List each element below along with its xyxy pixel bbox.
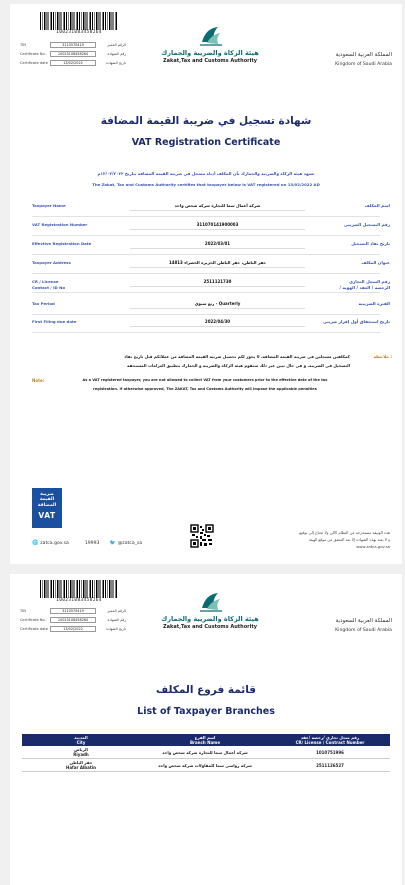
- certificate-date-label-en: Certificate date: [20, 60, 48, 65]
- authority-name-ar: هيئة الزكاة والضريبة والجمارك: [161, 615, 259, 623]
- row-label-ar: اسم المكلف: [364, 203, 390, 208]
- disclaimer-url[interactable]: www.zatca.gov.sa: [356, 544, 390, 549]
- branch-city: الرياض Riyadh: [22, 746, 140, 759]
- row-label-ar: تاريخ نفاذ التسجيل: [351, 241, 390, 246]
- certificate-no-label-ar: رقم الشهادة: [107, 617, 126, 622]
- row-label-en: Taxpayer Name: [32, 203, 66, 208]
- zatca-logo-icon: [198, 590, 224, 614]
- row-label-en: First Filing due date: [32, 319, 77, 324]
- row-label-ar: رقم السجل التجاري / الرخصة / العقد / الهوية: [339, 279, 390, 290]
- row-label-en: Tax Period: [32, 301, 55, 306]
- branch-cr: 1010751996: [270, 746, 390, 759]
- table-header-row: [22, 734, 390, 746]
- footer-phone: 19993: [84, 540, 100, 546]
- row-label-en: VAT Registration Number: [32, 222, 88, 227]
- note-text-ar-2: التسجيل في الضريبة. و في حال تبين غير ذلك ستقوم هيئة الزكاة والضريبة و الجمارك بتطبيق الغرامات المستحقة: [127, 363, 350, 368]
- tin-label-en: TIN: [20, 42, 26, 47]
- header-fields: [20, 40, 126, 67]
- row-value: ربع سنوي - Quarterly: [130, 298, 305, 309]
- row-value: حفر الباطن، حفر الباطن الجزيرة الخضراء 14813: [130, 257, 305, 268]
- globe-icon: 🌐: [32, 540, 39, 546]
- footer-website[interactable]: zatca.gov.sa: [40, 540, 69, 546]
- kingdom-name-ar: المملكة العربية السعودية: [335, 52, 392, 58]
- certificate-date-value: 13/02/2022: [50, 626, 96, 632]
- vat-logo-en: VAT: [38, 511, 56, 521]
- footer-contact: [32, 540, 142, 546]
- tin-value: 3110570419: [50, 608, 96, 614]
- branches-title-ar: قائمة فروع المكلف: [155, 684, 257, 696]
- branch-name: شركة رواسي سما للمقاولات شركة شخص واحد: [140, 759, 270, 772]
- row-value: 311070141900003: [130, 219, 305, 230]
- tin-label-ar: الرقم المميز: [107, 608, 126, 613]
- kingdom-name-ar: المملكة العربية السعودية: [335, 618, 392, 624]
- vat-logo-ar: ضريبة القيمة المضافة: [37, 492, 57, 508]
- row-value: 2022/04/30: [130, 316, 305, 327]
- zatca-logo-icon: [198, 24, 224, 48]
- twitter-icon: 🐦: [109, 540, 116, 546]
- certificate-title-ar: شهادة تسجيل في ضريبة القيمة المضافة: [100, 115, 312, 127]
- row-separator: [32, 254, 380, 255]
- branches-table: [22, 734, 390, 772]
- certificate-date-label-ar: تاريخ الشهادة: [106, 626, 126, 631]
- tin-label-en: TIN: [20, 608, 26, 613]
- certificate-date-value: 13/02/2022: [50, 60, 96, 66]
- certificate-intro-en: The Zakat, Tax and Customs Authority certifies that taxpayer below is VAT registered on 13/02/2022 AD: [92, 182, 320, 187]
- note-text-en-2: registration. If otherwise approved, The ZAKAT, Tax and Customs Authority will impose the applicable penalties: [93, 387, 317, 391]
- row-label-ar: رقم التسجيل الضريبي: [343, 222, 390, 227]
- row-separator: [32, 216, 380, 217]
- note-text-ar-1: كمكلفين مسجلين في ضريبة القيمة المضافة، لا يجوز لكم تحصيل ضريبة القيمة المضافة من عملائكم قبل تاريخ نفاذ: [124, 354, 350, 359]
- certificate-date-label-en: Certificate date: [20, 626, 48, 631]
- disclaimer-ar-1: هذه الوثيقة مستخرجة من النظام الآلي ولا تحتاج إلى توقيع: [299, 530, 390, 535]
- row-separator: [32, 235, 380, 236]
- row-separator: [32, 292, 380, 293]
- authority-name-ar: هيئة الزكاة والضريبة والجمارك: [161, 49, 259, 57]
- certificate-date-label-ar: تاريخ الشهادة: [106, 60, 126, 65]
- barcode: [40, 580, 118, 603]
- kingdom-name-en: Kingdom of Saudi Arabia: [335, 628, 392, 633]
- row-label-ar: الفترة الضريبية: [358, 301, 390, 306]
- branch-city: حفر الباطن Hafar Albatin: [22, 759, 140, 772]
- certificate-intro-ar: تشهد هيئة الزكاة والضريبة والجمارك بأن المكلف أدناه مسجل في ضريبة القيمة المضافة بتاريخ ١٣/٠٢/٢٠٢٢م: [97, 171, 315, 176]
- table-row: [22, 759, 390, 772]
- table-row: [22, 746, 390, 759]
- row-label-en: Effective Registration Date: [32, 241, 92, 246]
- vat-logo: [32, 488, 62, 528]
- footer-social[interactable]: @zatca_sa: [117, 540, 143, 546]
- tin-label-ar: الرقم المميز: [107, 42, 126, 47]
- column-header-city: المدينة City: [22, 734, 140, 746]
- disclaimer-ar-2: و لا يعتد بهذه الشهادة إلا بعد التحقق من موقع الهيئة: [308, 537, 390, 542]
- qr-code-icon: [190, 524, 214, 548]
- barcode: [40, 12, 118, 35]
- row-label-en: CR / License Contact / ID No: [32, 279, 66, 290]
- row-label-ar: تاريخ استحقاق أول إقرار ضريبي: [322, 319, 390, 324]
- barcode-number: 100231083458264: [56, 598, 102, 603]
- certificate-no-label-en: Certificate No.: [20, 617, 46, 622]
- row-value: شركة أعمال سما للتجارة شركة شخص واحد: [130, 200, 305, 211]
- row-separator: [32, 314, 380, 315]
- row-separator: [32, 273, 380, 274]
- column-header-cr-number: رقم سجل تجاري /رخصة /عقد CR/ License / Contract Number: [270, 734, 390, 746]
- certificate-no-value: 10023108458264: [50, 617, 96, 623]
- branches-title-en: List of Taxpayer Branches: [137, 706, 275, 717]
- row-separator: [32, 332, 380, 333]
- row-value: 2511121730: [130, 276, 305, 287]
- certificate-no-value: 10023108458264: [50, 51, 96, 57]
- certificate-page: [10, 4, 402, 564]
- certificate-no-label-ar: رقم الشهادة: [107, 51, 126, 56]
- branch-cr: 2511126527: [270, 759, 390, 772]
- note-text-en-1: As a VAT registered taxpayer, you are not allowed to collect VAT from your customers prior to the effective date of the tax: [82, 378, 328, 382]
- branches-page: [10, 574, 402, 885]
- tin-value: 3110570419: [50, 42, 96, 48]
- kingdom-name-en: Kingdom of Saudi Arabia: [335, 62, 392, 67]
- authority-name-en: Zakat,Tax and Customs Authority: [163, 624, 257, 630]
- note-label-ar: ملاحظة :: [373, 354, 392, 359]
- header-fields: [20, 606, 126, 633]
- authority-name-en: Zakat,Tax and Customs Authority: [163, 58, 257, 64]
- column-header-branch-name: اسم الفرع Branch Name: [140, 734, 270, 746]
- branch-name: شركة أعمال سما للتجارة شركة شخص واحد: [140, 746, 270, 759]
- row-value: 2022/03/01: [130, 238, 305, 249]
- certificate-title-en: VAT Registration Certificate: [131, 137, 281, 148]
- certificate-no-label-en: Certificate No.: [20, 51, 46, 56]
- barcode-number: 100231083458264: [56, 30, 102, 35]
- row-label-en: Taxpayer Address: [32, 260, 71, 265]
- row-label-ar: عنوان المكلف: [361, 260, 390, 265]
- note-label-en: Note:: [32, 378, 45, 383]
